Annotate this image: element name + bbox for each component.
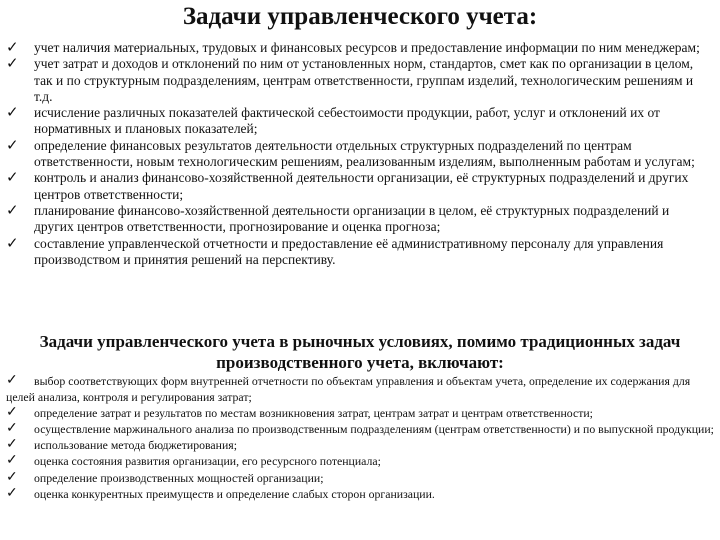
checkmark-icon: ✓ [6,437,18,453]
list-item-text: использование метода бюджетирования; [34,438,237,453]
list-item [6,40,706,56]
list-item-text: оценка конкурентных преимуществ и определение слабых сторон организации. [34,486,435,501]
list-item-text: составление управленческой отчетности и предоставление её административному персоналу для управления производством и принятия решений на перспективу. [34,235,664,267]
list-item [6,486,716,502]
list-item [6,203,706,236]
list-item-text: определение финансовых результатов деятельности отдельных структурных подразделений по центрам ответственности, новым технологическим решениям, реализованным изделиям, выполненным работам и услугам; [34,137,695,170]
checkmark-icon: ✓ [6,170,19,187]
checkmark-icon: ✓ [6,105,19,122]
list-item-text: учет наличия материальных, трудовых и финансовых ресурсов и предоставление информации по ним менеджерам; [34,40,700,55]
list-item-text: исчисление различных показателей фактической себестоимости продукции, работ, услуг и отклонений их от нормативных и плановых показателей; [34,105,660,137]
list-item-text: учет затрат и доходов и отклонений по ним от установленных норм, стандартов, смет как по организации в целом, так и по структурным подразделениям, центрам ответственности, группам изделий, технологическим решениям и т.д. [34,56,694,104]
page-title: Задачи управленческого учета: [182,3,538,30]
list-item-text: определение затрат и результатов по местам возникновения затрат, центрам затрат и центрам ответственности; [34,406,593,421]
checkmark-icon: ✓ [6,56,19,73]
list-item [6,470,716,486]
list-item [6,138,706,171]
checkmark-icon: ✓ [6,40,19,56]
checkmark-icon: ✓ [6,235,19,252]
list-item [6,437,716,453]
checkmark-icon: ✓ [6,137,19,154]
list-item [6,236,706,269]
list-item [6,105,706,138]
list-item-text: планирование финансово-хозяйственной деятельности организации в целом, её структурных подразделений и других центров ответственности, прогнозирование и оценка прогноза; [34,202,670,235]
list-item-text: контроль и анализ финансово-хозяйственной деятельности организации, её структурных подразделений и других центров ответственности; [34,170,689,202]
checkmark-icon: ✓ [6,421,18,437]
list-item [6,170,706,203]
checkmark-icon: ✓ [6,202,19,219]
checkmark-icon: ✓ [6,485,18,501]
checkmark-icon: ✓ [6,453,18,469]
checkmark-icon: ✓ [6,373,18,388]
list-item [6,56,706,105]
list-item-text: оценка состояния развития организации, его ресурсного потенциала; [34,454,381,469]
market-tasks-list [6,373,716,502]
list-item [6,453,716,469]
list-item [6,405,716,421]
tasks-list [6,40,706,268]
section-subtitle: Задачи управленческого учета в рыночных условиях, помимо традиционных задач производственного учета, включают: [39,332,681,372]
list-item [6,421,716,437]
checkmark-icon: ✓ [6,469,18,485]
list-item-text: определение производственных мощностей организации; [34,470,324,485]
list-item-text: осуществление маржинального анализа по производственным подразделениям (центрам ответственности) и по выпускной продукции; [34,422,714,437]
list-item [6,373,716,405]
list-item-text: выбор соответствующих форм внутренней отчетности по объектам управления и объектам учета, определение их содержания для целей анализа, контроля и регулирования затрат; [6,374,691,405]
checkmark-icon: ✓ [6,405,18,421]
